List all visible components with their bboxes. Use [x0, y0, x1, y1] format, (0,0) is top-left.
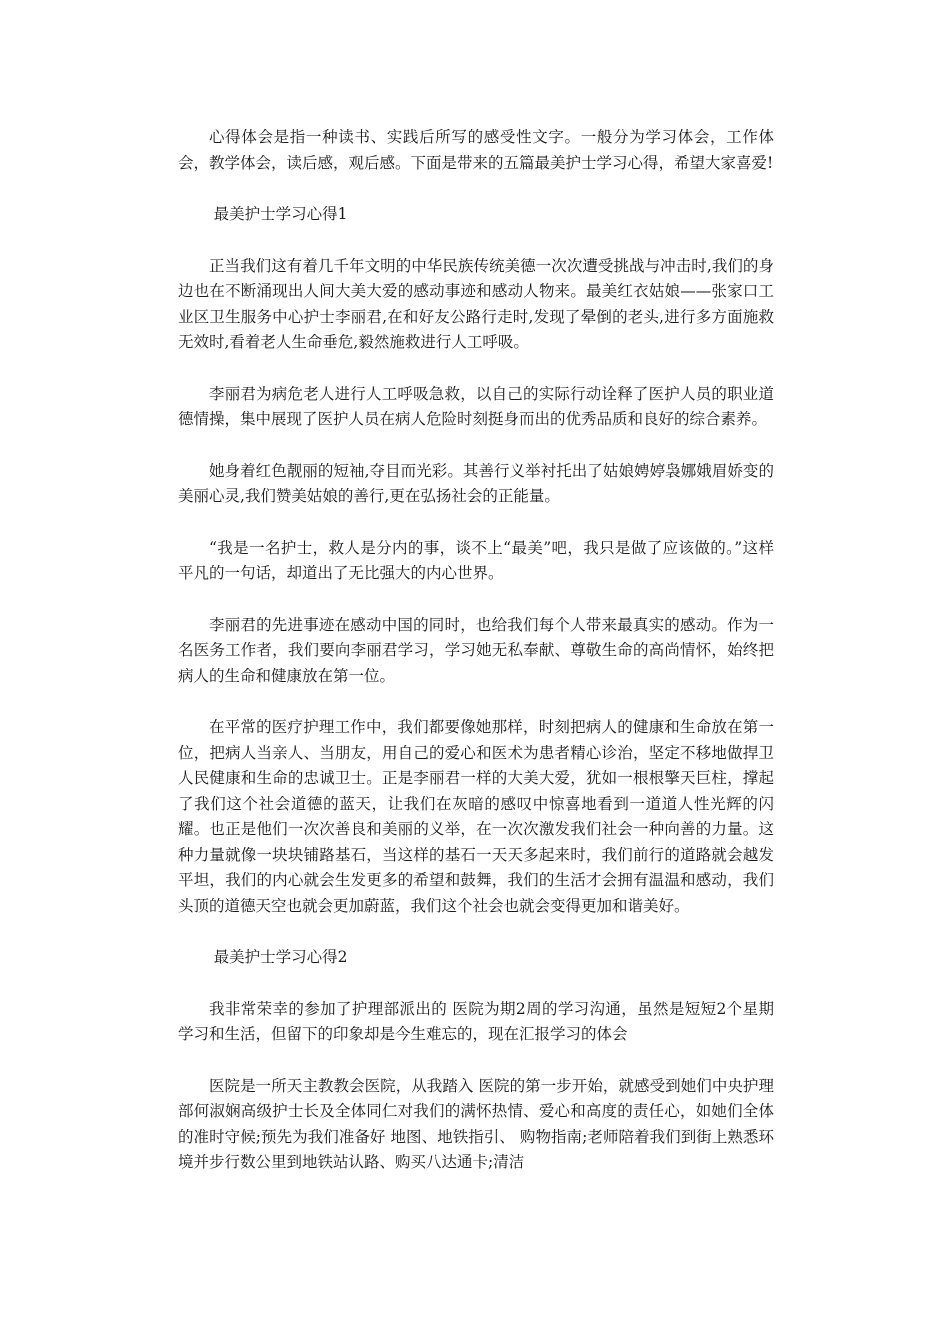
section-1-title: 最美护士学习心得1 — [213, 205, 348, 223]
intro-paragraph: 心得体会是指一种读书、实践后所写的感受性文字。一般分为学习体会，工作体会，教学体会，读后感，观后感。下面是带来的五篇最美护士学习心得，希望大家喜爱! — [178, 128, 774, 172]
section-1-paragraph-4: “我是一名护士，救人是分内的事，谈不上“最美”吧，我只是做了应该做的。”这样平凡的一句话，却道出了无比强大的内心世界。 — [178, 538, 774, 582]
section-1-paragraph-1: 正当我们这有着几千年文明的中华民族传统美德一次次遭受挑战与冲击时,我们的身边也在不断涌现出人间大美大爱的感动事迹和感动人物来。最美红衣姑娘——张家口工业区卫生服务中心护士李丽君,在和好友公路行走时,发现了晕倒的老头,进行多方面施救无效时,看着老人生命垂危,毅然施救进行人工呼吸。 — [178, 256, 774, 351]
section-2-title: 最美护士学习心得2 — [213, 948, 348, 966]
section-2-paragraph-2: 医院是一所天主教教会医院，从我踏入 医院的第一步开始，就感受到她们中央护理部何淑娴高级护士长及全体同仁对我们的满怀热情、爱心和高度的责任心，如她们全体的准时守候;预先为我们准备好 地图、地铁指引、 购物指南;老师陪着我们到街上熟悉环境并步行数公里到地铁站认路、购买八达通卡;清洁 — [178, 1076, 774, 1171]
section-1-paragraph-6: 在平常的医疗护理工作中，我们都要像她那样，时刻把病人的健康和生命放在第一位，把病人当亲人、当朋友，用自己的爱心和医术为患者精心诊治，坚定不移地做捍卫人民健康和生命的忠诚卫士。正是李丽君一样的大美大爱，犹如一根根擎天巨柱，撑起了我们这个社会道德的蓝天，让我们在灰暗的感叹中惊喜地看到一道道人性光辉的闪耀。也正是他们一次次善良和美丽的义举，在一次次激发我们社会一种向善的力量。这种力量就像一块块铺路基石，当这样的基石一天天多起来时，我们前行的道路就会越发平坦，我们的内心就会生发更多的希望和鼓舞，我们的生活才会拥有温温和感动，我们头顶的道德天空也就会更加蔚蓝，我们这个社会也就会变得更加和谐美好。 — [178, 718, 774, 915]
section-1-paragraph-2: 李丽君为病危老人进行人工呼吸急救，以自己的实际行动诠释了医护人员的职业道德情操，集中展现了医护人员在病人危险时刻挺身而出的优秀品质和良好的综合素养。 — [178, 384, 774, 428]
section-2-paragraph-1: 我非常荣幸的参加了护理部派出的 医院为期2周的学习沟通，虽然是短短2个星期学习和生活，但留下的印象却是今生难忘的，现在汇报学习的体会 — [178, 999, 774, 1043]
document-body — [178, 125, 774, 1202]
section-1-paragraph-5: 李丽君的先进事迹在感动中国的同时，也给我们每个人带来最真实的感动。作为一名医务工作者，我们要向李丽君学习，学习她无私奉献、尊敬生命的高尚情怀，始终把病人的生命和健康放在第一位。 — [178, 615, 774, 685]
section-1-paragraph-3: 她身着红色靓丽的短袖,夺目而光彩。其善行义举衬托出了姑娘娉婷袅娜娥眉娇变的美丽心灵,我们赞美姑娘的善行,更在弘扬社会的正能量。 — [178, 461, 774, 505]
